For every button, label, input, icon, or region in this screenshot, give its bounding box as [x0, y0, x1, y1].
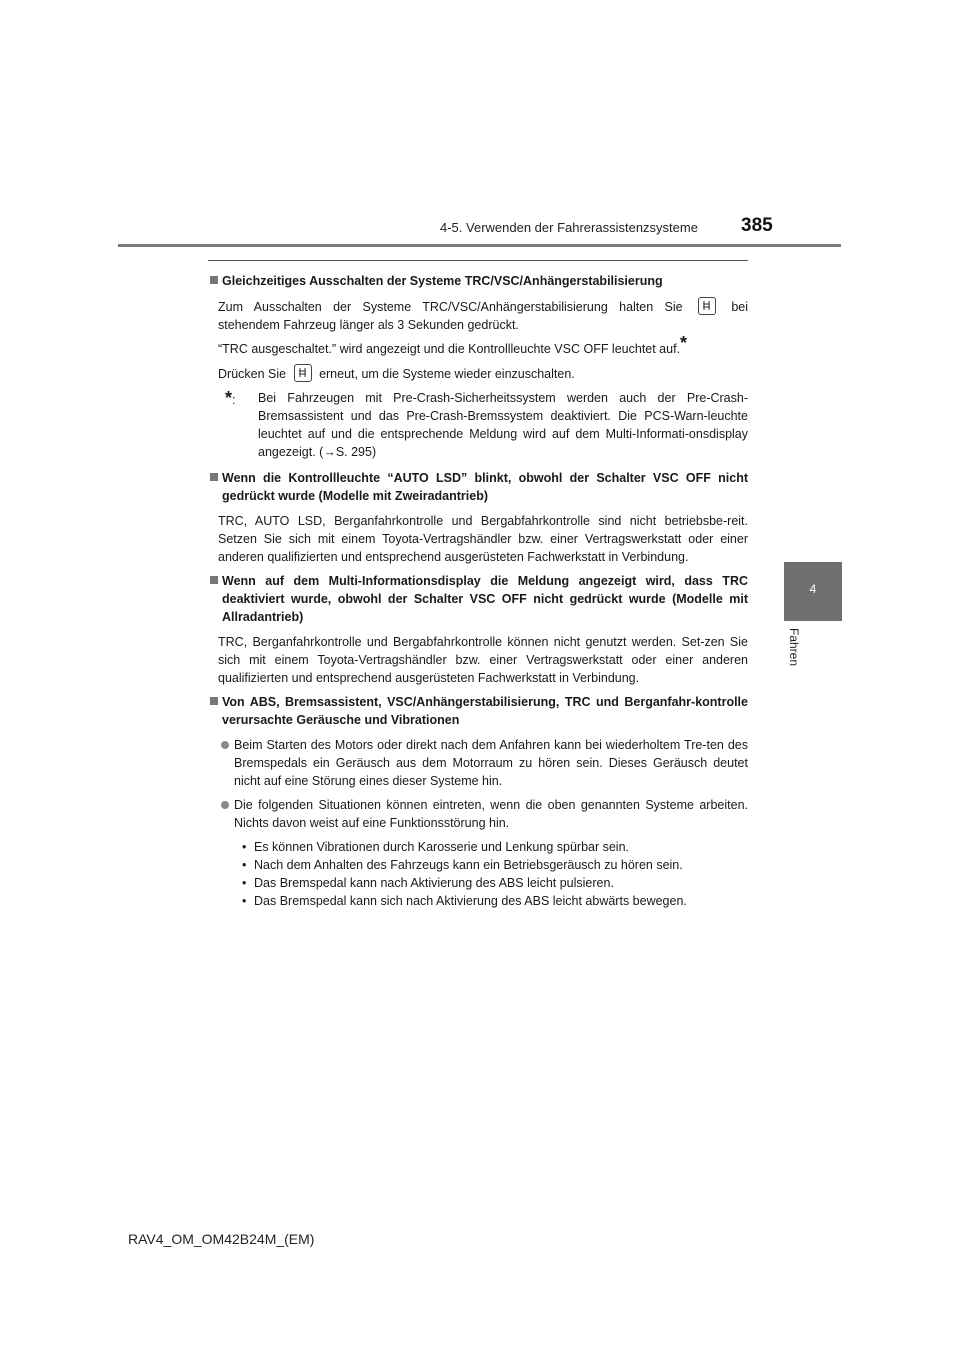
footer-doc-code: RAV4_OM_OM42B24M_(EM) [128, 1231, 315, 1247]
sub-list [242, 838, 748, 910]
section-heading: Wenn auf dem Multi-Informationsdisplay die Meldung angezeigt wird, dass TRC deaktiviert wurde, obwohl der Schalter VSC OFF nicht gedrückt wurde (Modelle mit Allradantrieb) [210, 572, 748, 626]
list-item: Beim Starten des Motors oder direkt nach dem Anfahren kann bei wiederholtem Tre-ten des Bremspedals ein Geräusch aus dem Motorraum zu hören sein. Dieses Geräusch deutet nicht auf eine Störung eines dieser Systeme hin. [210, 736, 748, 790]
sub-list-item: • Es können Vibrationen durch Karosserie und Lenkung spürbar sein. [242, 838, 748, 856]
header-rule [118, 244, 841, 247]
section-auto-lsd [210, 469, 748, 566]
paragraph: TRC, Berganfahrkontrolle und Bergabfahrkontrolle können nicht genutzt werden. Set-zen Sie sich mit einem Toyota-Vertragshändler bzw. einer Vertragswerkstatt oder einer anderen qualifizierten und entsprechend ausgerüsteten Fachwerkstatt in Verbindung. [218, 635, 748, 685]
section-heading: Gleichzeitiges Ausschalten der Systeme TRC/VSC/Anhängerstabilisierung [210, 272, 748, 290]
circle-bullet-icon [221, 801, 229, 809]
chapter-tab [784, 562, 842, 621]
paragraph: Drücken Sie erneut, um die Systeme wieder einzuschalten. [210, 364, 748, 383]
sub-list-item: • Das Bremspedal kann nach Aktivierung des ABS leicht pulsieren. [242, 874, 748, 892]
paragraph: TRC, AUTO LSD, Berganfahrkontrolle und Bergabfahrkontrolle sind nicht betriebsbe-reit. Setzen Sie sich mit einem Toyota-Vertragshändler bzw. einer Vertragswerkstatt oder einer anderen qualifizierten und entsprechend ausgerüsteten Fachwerkstatt in Verbindung. [218, 514, 748, 564]
section-heading: Wenn die Kontrollleuchte “AUTO LSD” blinkt, obwohl der Schalter VSC OFF nicht gedrückt wurde (Modelle mit Zweiradantrieb) [210, 469, 748, 505]
square-bullet-icon [210, 697, 218, 705]
footnote-star: * [680, 333, 688, 353]
square-bullet-icon [210, 473, 218, 481]
list-item: Die folgenden Situationen können eintreten, wenn die oben genannten Systeme arbeiten. Nichts davon weist auf eine Funktionsstörung hin. [210, 796, 748, 832]
square-bullet-icon [210, 576, 218, 584]
section-trc-message [210, 572, 748, 687]
sub-list-item: • Nach dem Anhalten des Fahrzeugs kann ein Betriebsgeräusch zu hören sein. [242, 856, 748, 874]
paragraph: Zum Ausschalten der Systeme TRC/VSC/Anhängerstabilisierung halten Sie bei stehendem Fahrzeug länger als 3 Sekunden gedrückt. [210, 297, 748, 334]
square-bullet-icon [210, 276, 218, 284]
header-section-title: 4-5. Verwenden der Fahrerassistenzsysteme [440, 220, 698, 235]
sub-list-item: • Das Bremspedal kann sich nach Aktivierung des ABS leicht abwärts bewegen. [242, 892, 748, 910]
section-noise-vibration [210, 693, 748, 910]
section-heading: Von ABS, Bremsassistent, VSC/Anhängerstabilisierung, TRC und Berganfahr-kontrolle verursachte Geräusche und Vibrationen [210, 693, 748, 729]
vsc-off-switch-icon [294, 364, 312, 382]
page-number: 385 [741, 215, 773, 236]
vsc-off-switch-icon [698, 297, 716, 315]
content-rule [208, 260, 748, 261]
footnote-mark: *: [225, 388, 236, 408]
paragraph: “TRC ausgeschaltet.” wird angezeigt und die Kontrollleuchte VSC OFF leuchtet auf.* [218, 333, 688, 356]
section-trc-vsc-off [210, 272, 748, 461]
chapter-number: 4 [809, 582, 817, 596]
circle-bullet-icon [221, 741, 229, 749]
page-content [210, 268, 748, 910]
chapter-label: Fahren [787, 628, 801, 667]
footnote: *: Bei Fahrzeugen mit Pre-Crash-Sicherheitssystem werden auch der Pre-Crash-Bremsassistent und das Pre-Crash-Bremssystem deaktiviert. Die PCS-Warn-leuchte leuchtet auf und die entsprechende Meldung wird auf dem Multi-Informati-onsdisplay angezeigt. (→S. 295) [225, 388, 748, 459]
